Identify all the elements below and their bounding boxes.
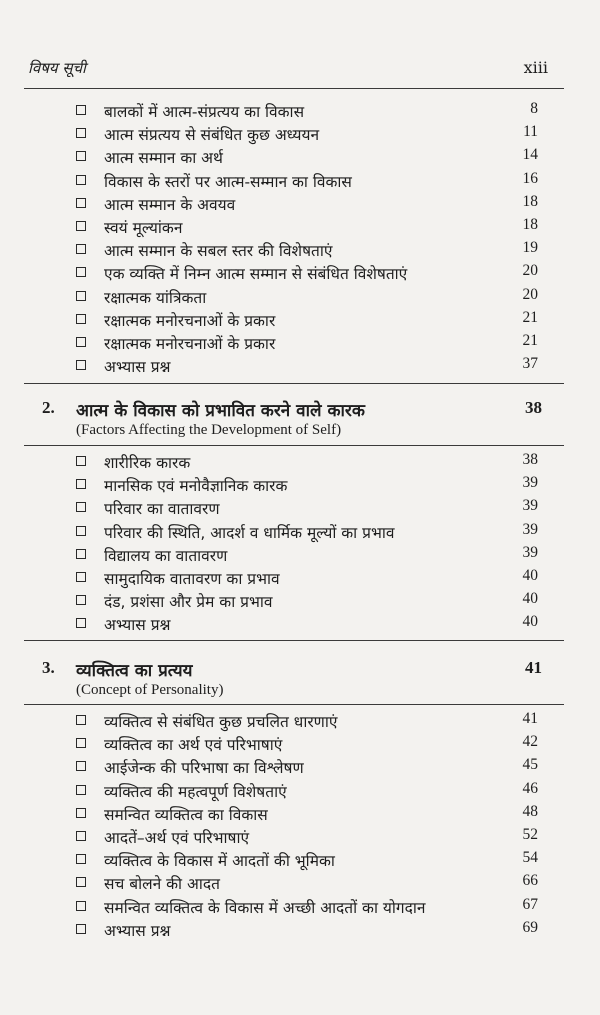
- checkbox-bullet-icon: [76, 924, 86, 934]
- toc-entry-text: सामुदायिक वातावरण का प्रभाव: [104, 570, 280, 588]
- toc-entry-text: एक व्यक्ति में निम्न आत्म सम्मान से संबंधित विशेषताएं: [104, 265, 408, 284]
- toc-entry-text: व्यक्तित्व का अर्थ एवं परिभाषाएं: [104, 736, 283, 755]
- toc-entry-page: 40: [522, 613, 538, 631]
- section-divider: [24, 640, 564, 641]
- toc-entry-page: 20: [522, 262, 538, 280]
- toc-entry: [0, 521, 600, 543]
- toc-entry-page: 38: [522, 451, 538, 468]
- toc-entry-page: 18: [522, 192, 538, 210]
- checkbox-bullet-icon: [76, 360, 86, 370]
- toc-entry: [0, 849, 600, 871]
- toc-entry-page: 52: [522, 826, 538, 843]
- toc-entry: [0, 451, 600, 473]
- toc-entry: [0, 826, 600, 848]
- toc-entry-page: 66: [522, 872, 538, 890]
- toc-entry: [0, 872, 600, 894]
- checkbox-bullet-icon: [76, 221, 86, 231]
- checkbox-bullet-icon: [76, 151, 86, 161]
- chapter-subtitle: (Concept of Personality): [76, 682, 224, 698]
- toc-entry-page: 67: [522, 895, 538, 913]
- checkbox-bullet-icon: [76, 479, 86, 489]
- chapter-subtitle: (Factors Affecting the Development of Self): [76, 422, 342, 438]
- toc-entry: [0, 497, 600, 519]
- toc-entry-page: 41: [522, 710, 538, 727]
- toc-entry: [0, 262, 600, 284]
- toc-entry: [0, 919, 600, 941]
- checkbox-bullet-icon: [76, 854, 86, 864]
- toc-entry: [0, 733, 600, 755]
- header-title: विषय सूची: [28, 59, 86, 77]
- toc-entry: [0, 193, 600, 215]
- toc-entry-page: 39: [522, 520, 538, 538]
- toc-entry: [0, 123, 600, 145]
- toc-entry: [0, 216, 600, 238]
- toc-entry-page: 39: [522, 497, 538, 515]
- checkbox-bullet-icon: [76, 808, 86, 818]
- toc-entry: [0, 146, 600, 168]
- checkbox-bullet-icon: [76, 831, 86, 841]
- toc-entry-text: मानसिक एवं मनोवैज्ञानिक कारक: [104, 477, 288, 496]
- checkbox-bullet-icon: [76, 715, 86, 725]
- toc-entry: [0, 355, 600, 377]
- toc-entry-page: 39: [522, 543, 538, 561]
- checkbox-bullet-icon: [76, 105, 86, 115]
- header-rule: [24, 88, 564, 89]
- toc-entry-text: आत्म सम्मान के अवयव: [104, 195, 236, 214]
- toc-entry-page: 46: [522, 779, 538, 797]
- header-page-number: xiii: [523, 58, 548, 77]
- toc-entry-page: 42: [522, 733, 538, 751]
- toc-entry-page: 21: [522, 332, 538, 349]
- toc-entry: [0, 474, 600, 496]
- toc-entry-text: विद्यालय का वातावरण: [104, 546, 228, 565]
- toc-entry-page: 21: [522, 308, 538, 326]
- toc-entry-page: 11: [523, 123, 538, 141]
- toc-entry-text: समन्वित व्यक्तित्व के विकास में अच्छी आदतों का योगदान: [104, 898, 426, 917]
- toc-entry: [0, 332, 600, 354]
- chapter-title: व्यक्तित्व का प्रत्यय: [76, 661, 193, 681]
- toc-entry-text: बालकों में आत्म-संप्रत्यय का विकास: [104, 103, 305, 121]
- toc-entry: [0, 239, 600, 261]
- toc-entry: [0, 286, 600, 308]
- toc-entry-text: आत्म सम्मान के सबल स्तर की विशेषताएं: [104, 242, 333, 261]
- checkbox-bullet-icon: [76, 761, 86, 771]
- toc-entry-text: रक्षात्मक मनोरचनाओं के प्रकार: [104, 335, 276, 353]
- checkbox-bullet-icon: [76, 618, 86, 628]
- toc-entry-page: 40: [522, 590, 538, 608]
- toc-entry-text: आत्म संप्रत्यय से संबंधित कुछ अध्ययन: [104, 126, 320, 145]
- toc-entry-page: 18: [522, 216, 538, 233]
- chapter-page: 38: [525, 398, 542, 417]
- toc-entry-text: परिवार की स्थिति, आदर्श व धार्मिक मूल्यों का प्रभाव: [104, 523, 395, 542]
- checkbox-bullet-icon: [76, 198, 86, 208]
- toc-entry-text: अभ्यास प्रश्न: [104, 921, 171, 940]
- checkbox-bullet-icon: [76, 738, 86, 748]
- toc-entry-text: अभ्यास प्रश्न: [104, 358, 171, 377]
- chapter-page: 41: [525, 658, 542, 677]
- toc-entry: [0, 567, 600, 589]
- checkbox-bullet-icon: [76, 337, 86, 347]
- toc-entry-page: 54: [522, 849, 538, 867]
- toc-entry-page: 8: [530, 100, 538, 117]
- chapter-title: आत्म के विकास को प्रभावित करने वाले कारक: [76, 401, 365, 421]
- toc-entry: [0, 896, 600, 918]
- checkbox-bullet-icon: [76, 175, 86, 185]
- chapter-3-heading: [0, 658, 600, 704]
- chapter-rule: [24, 445, 564, 446]
- running-header: [0, 58, 600, 82]
- chapter-number: 3.: [42, 658, 55, 677]
- toc-entry: [0, 803, 600, 825]
- toc-entry: [0, 170, 600, 192]
- checkbox-bullet-icon: [76, 314, 86, 324]
- toc-entry: [0, 780, 600, 802]
- toc-entry-page: 48: [522, 802, 538, 820]
- toc-entry: [0, 309, 600, 331]
- chapter-2-heading: [0, 398, 600, 444]
- checkbox-bullet-icon: [76, 785, 86, 795]
- toc-entry-page: 45: [522, 756, 538, 774]
- checkbox-bullet-icon: [76, 572, 86, 582]
- toc-entry-text: आत्म सम्मान का अर्थ: [104, 149, 223, 168]
- toc-entry-text: व्यक्तित्व की महत्वपूर्ण विशेषताएं: [104, 782, 287, 801]
- checkbox-bullet-icon: [76, 901, 86, 911]
- toc-entry-text: सच बोलने की आदत: [104, 875, 220, 894]
- checkbox-bullet-icon: [76, 526, 86, 536]
- toc-entry-text: परिवार का वातावरण: [104, 500, 220, 519]
- toc-entry-text: स्वयं मूल्यांकन: [104, 219, 183, 237]
- toc-entry-page: 20: [522, 285, 538, 303]
- toc-entry-text: विकास के स्तरों पर आत्म-सम्मान का विकास: [104, 172, 352, 191]
- checkbox-bullet-icon: [76, 877, 86, 887]
- checkbox-bullet-icon: [76, 128, 86, 138]
- toc-entry-text: आईजेन्क की परिभाषा का विश्लेषण: [104, 759, 304, 778]
- section-divider: [24, 383, 564, 384]
- toc-entry-text: रक्षात्मक यांत्रिकता: [104, 288, 207, 307]
- checkbox-bullet-icon: [76, 502, 86, 512]
- toc-entry-text: आदतें–अर्थ एवं परिभाषाएं: [104, 829, 250, 847]
- toc-entry-page: 40: [522, 567, 538, 584]
- toc-entry: [0, 756, 600, 778]
- toc-entry-text: व्यक्तित्व से संबंधित कुछ प्रचलित धारणाएं: [104, 713, 338, 731]
- toc-entry: [0, 590, 600, 612]
- toc-entry-page: 69: [522, 918, 538, 936]
- toc-entry-text: रक्षात्मक मनोरचनाओं के प्रकार: [104, 311, 276, 330]
- toc-entry-page: 39: [522, 474, 538, 492]
- checkbox-bullet-icon: [76, 595, 86, 605]
- toc-entry: [0, 613, 600, 635]
- toc-entry-page: 16: [522, 169, 538, 187]
- toc-entry-text: व्यक्तित्व के विकास में आदतों की भूमिका: [104, 852, 335, 871]
- checkbox-bullet-icon: [76, 244, 86, 254]
- checkbox-bullet-icon: [76, 456, 86, 466]
- toc-entry-text: दंड, प्रशंसा और प्रेम का प्रभाव: [104, 593, 273, 612]
- toc-entry-page: 14: [522, 146, 538, 164]
- checkbox-bullet-icon: [76, 267, 86, 277]
- checkbox-bullet-icon: [76, 549, 86, 559]
- chapter-rule: [24, 704, 564, 705]
- toc-entry-page: 19: [522, 239, 538, 257]
- toc-entry: [0, 710, 600, 732]
- toc-entry: [0, 544, 600, 566]
- toc-entry-text: समन्वित व्यक्तित्व का विकास: [104, 805, 268, 824]
- toc-entry-page: 37: [522, 355, 538, 373]
- chapter-number: 2.: [42, 398, 55, 417]
- toc-entry: [0, 100, 600, 122]
- toc-entry-text: अभ्यास प्रश्न: [104, 616, 171, 635]
- toc-entry-text: शारीरिक कारक: [104, 454, 191, 472]
- checkbox-bullet-icon: [76, 291, 86, 301]
